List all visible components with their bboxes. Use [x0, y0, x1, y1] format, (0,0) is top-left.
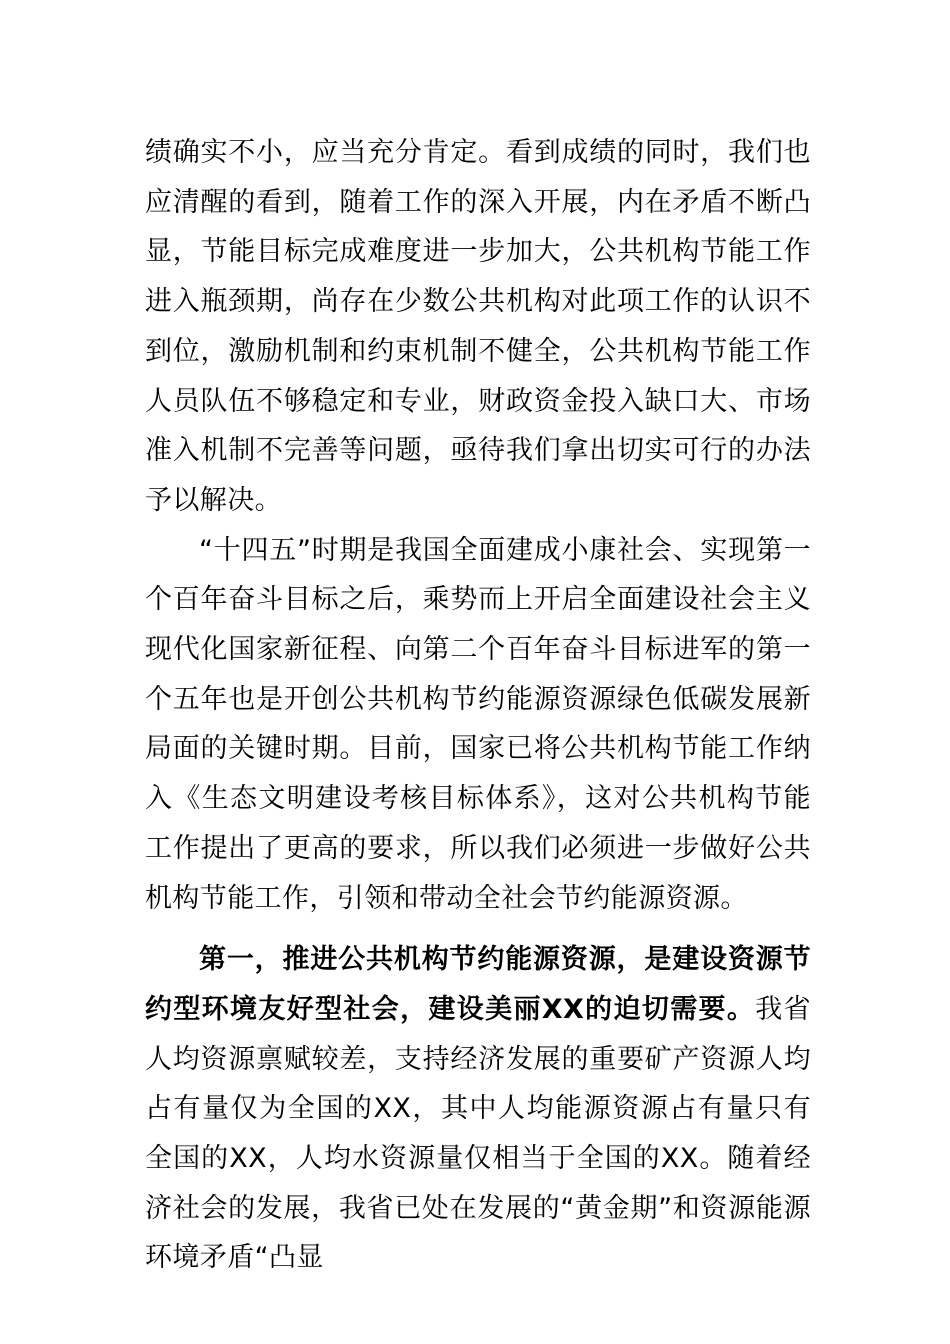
paragraph-2: [145, 526, 811, 924]
paragraph-3-heading: 第一，推进公共机构节约能源资源，是建设资源节约型环境友好型社会，建设美丽XX的迫切需要。: [145, 944, 811, 1025]
document-body: [145, 128, 811, 1283]
paragraph-3-text: 我省人均资源禀赋较差，支持经济发展的重要矿产资源人均占有量仅为全国的XX，其中人均能源资源占有量只有全国的XX，人均水资源量仅相当于全国的XX。随着经济社会的发展，我省已处在发展的“黄金期”和资源能源环境矛盾“凸显: [145, 993, 811, 1274]
paragraph-1: [145, 128, 811, 526]
paragraph-2-text: “十四五”时期是我国全面建成小康社会、实现第一个百年奋斗目标之后，乘势而上开启全面建设社会主义现代化国家新征程、向第二个百年奋斗目标进军的第一个五年也是开创公共机构节约能源资源绿色低碳发展新局面的关键时期。目前，国家已将公共机构节能工作纳入《生态文明建设考核目标体系》，这对公共机构节能工作提出了更高的要求，所以我们必须进一步做好公共机构节能工作，引领和带动全社会节约能源资源。: [145, 534, 811, 914]
paragraph-3: [145, 935, 811, 1283]
paragraph-1-text: 绩确实不小，应当充分肯定。看到成绩的同时，我们也应清醒的看到，随着工作的深入开展，内在矛盾不断凸显，节能目标完成难度进一步加大，公共机构节能工作进入瓶颈期，尚存在少数公共机构对此项工作的认识不到位，激励机制和约束机制不健全，公共机构节能工作人员队伍不够稳定和专业，财政资金投入缺口大、市场准入机制不完善等问题，亟待我们拿出切实可行的办法予以解决。: [145, 137, 811, 516]
